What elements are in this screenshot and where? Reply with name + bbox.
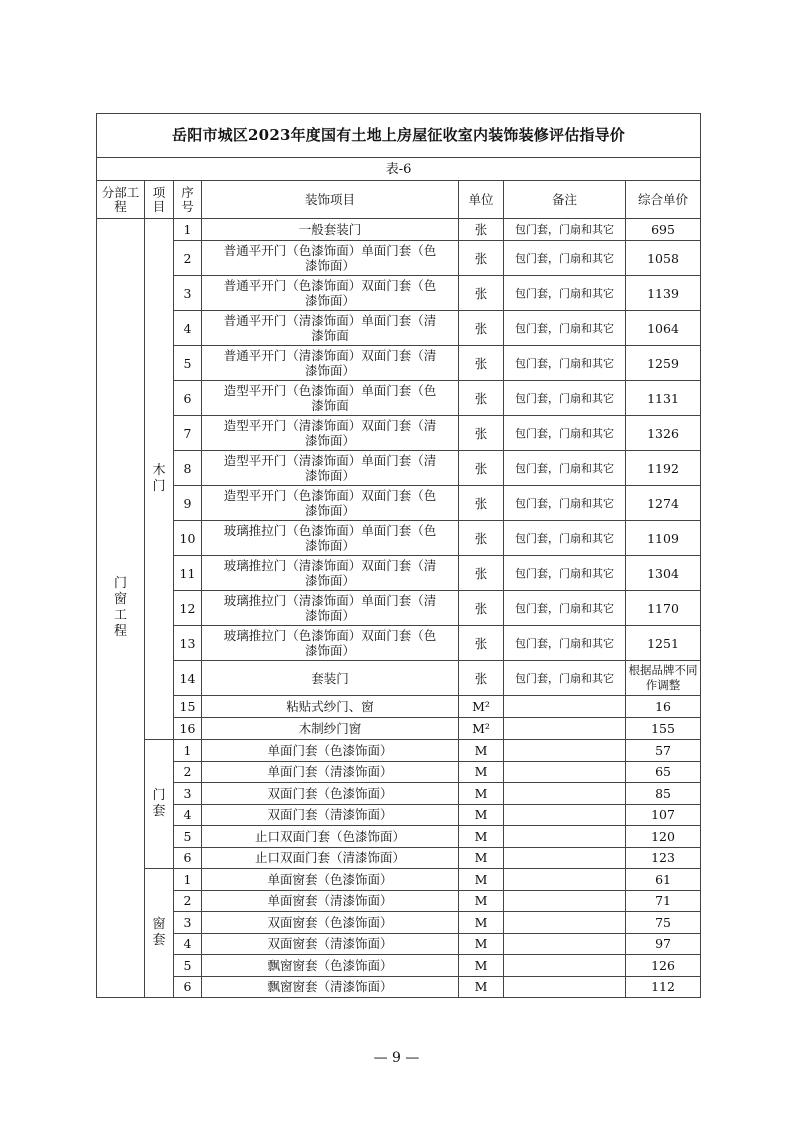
row-note: 包门套，门扇和其它: [504, 661, 626, 696]
row-item: 飘窗窗套（色漆饰面）: [202, 955, 459, 977]
table-row: [97, 276, 701, 311]
table-row: [97, 451, 701, 486]
row-item: 止口双面门套（清漆饰面）: [202, 847, 459, 869]
division-cell: [97, 219, 145, 998]
row-item: 造型平开门（色漆饰面）双面门套（色漆饰面）: [202, 486, 459, 521]
row-item: 玻璃推拉门（清漆饰面）双面门套（清漆饰面）: [202, 556, 459, 591]
row-item: 造型平开门（清漆饰面）双面门套（清漆饰面）: [202, 416, 459, 451]
row-unit: M: [459, 761, 504, 783]
row-price: 123: [626, 847, 701, 869]
table-label: 表-6: [97, 158, 701, 181]
row-price: 1251: [626, 626, 701, 661]
header-serial: 序号: [174, 181, 202, 219]
table-row: [97, 718, 701, 740]
price-table-body: [97, 114, 701, 998]
row-price: 1304: [626, 556, 701, 591]
row-item: 普通平开门（色漆饰面）双面门套（色漆饰面）: [202, 276, 459, 311]
row-note: [504, 912, 626, 934]
row-serial: 8: [174, 451, 202, 486]
row-unit: 张: [459, 626, 504, 661]
row-price: 1326: [626, 416, 701, 451]
row-note: [504, 826, 626, 848]
row-item: 普通平开门（清漆饰面）单面门套（清漆饰面: [202, 311, 459, 346]
group-cell: [145, 740, 174, 869]
row-note: 包门套，门扇和其它: [504, 381, 626, 416]
table-row: [97, 696, 701, 718]
row-serial: 13: [174, 626, 202, 661]
row-note: 包门套，门扇和其它: [504, 346, 626, 381]
header-row: [97, 181, 701, 219]
table-row: [97, 826, 701, 848]
row-unit: 张: [459, 521, 504, 556]
row-serial: 4: [174, 311, 202, 346]
row-price: 根据品牌不同作调整: [626, 661, 701, 696]
row-item: 普通平开门（色漆饰面）单面门套（色漆饰面）: [202, 241, 459, 276]
row-note: [504, 890, 626, 912]
table-row: [97, 416, 701, 451]
row-serial: 2: [174, 241, 202, 276]
price-table: [96, 113, 701, 998]
group-label: 门套: [152, 788, 166, 819]
table-row: [97, 311, 701, 346]
row-item: 双面门套（色漆饰面）: [202, 783, 459, 805]
row-item: 单面窗套（色漆饰面）: [202, 869, 459, 891]
row-unit: M: [459, 912, 504, 934]
row-price: 1139: [626, 276, 701, 311]
row-price: 75: [626, 912, 701, 934]
row-price: 155: [626, 718, 701, 740]
row-note: [504, 761, 626, 783]
table-row: [97, 381, 701, 416]
row-note: [504, 804, 626, 826]
row-item: 止口双面门套（色漆饰面）: [202, 826, 459, 848]
row-note: [504, 696, 626, 718]
row-unit: M: [459, 976, 504, 998]
row-item: 玻璃推拉门（清漆饰面）单面门套（清漆饰面）: [202, 591, 459, 626]
row-serial: 5: [174, 955, 202, 977]
row-item: 木制纱门窗: [202, 718, 459, 740]
table-row: [97, 591, 701, 626]
table-row: [97, 219, 701, 241]
group-label: 木门: [152, 463, 166, 494]
row-note: [504, 847, 626, 869]
row-note: 包门套，门扇和其它: [504, 219, 626, 241]
row-serial: 2: [174, 761, 202, 783]
row-note: [504, 869, 626, 891]
row-unit: M: [459, 847, 504, 869]
row-note: 包门套，门扇和其它: [504, 241, 626, 276]
row-price: 71: [626, 890, 701, 912]
table-row: [97, 912, 701, 934]
row-item: 单面门套（色漆饰面）: [202, 740, 459, 762]
row-unit: 张: [459, 276, 504, 311]
row-serial: 11: [174, 556, 202, 591]
table-row: [97, 761, 701, 783]
row-serial: 5: [174, 346, 202, 381]
row-item: 造型平开门（清漆饰面）单面门套（清漆饰面）: [202, 451, 459, 486]
row-item: 普通平开门（清漆饰面）双面门套（清漆饰面）: [202, 346, 459, 381]
table-row: [97, 661, 701, 696]
table-row: [97, 521, 701, 556]
row-unit: 张: [459, 591, 504, 626]
row-serial: 5: [174, 826, 202, 848]
row-item: 飘窗窗套（清漆饰面）: [202, 976, 459, 998]
row-item: 玻璃推拉门（色漆饰面）双面门套（色漆饰面）: [202, 626, 459, 661]
page-number: — 9 —: [373, 1050, 420, 1066]
row-unit: M: [459, 740, 504, 762]
row-unit: M: [459, 933, 504, 955]
row-serial: 3: [174, 276, 202, 311]
row-note: 包门套，门扇和其它: [504, 416, 626, 451]
row-serial: 1: [174, 869, 202, 891]
row-price: 97: [626, 933, 701, 955]
row-price: 1192: [626, 451, 701, 486]
row-note: 包门套，门扇和其它: [504, 521, 626, 556]
row-note: [504, 976, 626, 998]
row-price: 61: [626, 869, 701, 891]
row-serial: 14: [174, 661, 202, 696]
row-serial: 2: [174, 890, 202, 912]
row-serial: 7: [174, 416, 202, 451]
row-unit: 张: [459, 219, 504, 241]
row-price: 1274: [626, 486, 701, 521]
row-serial: 9: [174, 486, 202, 521]
group-cell: [145, 219, 174, 740]
table-row: [97, 556, 701, 591]
row-note: 包门套，门扇和其它: [504, 276, 626, 311]
row-price: 85: [626, 783, 701, 805]
row-price: 1058: [626, 241, 701, 276]
row-note: [504, 933, 626, 955]
table-row: [97, 890, 701, 912]
row-note: 包门套，门扇和其它: [504, 486, 626, 521]
table-row: [97, 740, 701, 762]
row-serial: 4: [174, 804, 202, 826]
row-unit: M²: [459, 718, 504, 740]
row-note: 包门套，门扇和其它: [504, 556, 626, 591]
row-unit: 张: [459, 451, 504, 486]
row-unit: 张: [459, 556, 504, 591]
row-price: 16: [626, 696, 701, 718]
row-note: 包门套，门扇和其它: [504, 626, 626, 661]
row-unit: 张: [459, 416, 504, 451]
row-unit: 张: [459, 311, 504, 346]
document-title: 岳阳市城区2023年度国有土地上房屋征收室内装饰装修评估指导价: [97, 114, 701, 158]
row-note: [504, 783, 626, 805]
row-price: 120: [626, 826, 701, 848]
table-row: [97, 955, 701, 977]
row-unit: 张: [459, 346, 504, 381]
header-category: 项目: [145, 181, 174, 219]
row-serial: 6: [174, 847, 202, 869]
table-row: [97, 241, 701, 276]
row-item: 单面门套（清漆饰面）: [202, 761, 459, 783]
row-unit: M: [459, 783, 504, 805]
row-item: 单面窗套（清漆饰面）: [202, 890, 459, 912]
row-unit: 张: [459, 661, 504, 696]
row-unit: M: [459, 869, 504, 891]
row-serial: 10: [174, 521, 202, 556]
row-price: 126: [626, 955, 701, 977]
row-item: 双面窗套（清漆饰面）: [202, 933, 459, 955]
row-serial: 12: [174, 591, 202, 626]
row-item: 套装门: [202, 661, 459, 696]
table-row: [97, 869, 701, 891]
header-price: 综合单价: [626, 181, 701, 219]
row-price: 107: [626, 804, 701, 826]
table-row: [97, 486, 701, 521]
row-item: 玻璃推拉门（色漆饰面）单面门套（色漆饰面）: [202, 521, 459, 556]
table-row: [97, 783, 701, 805]
row-unit: M: [459, 955, 504, 977]
row-serial: 6: [174, 381, 202, 416]
row-price: 1170: [626, 591, 701, 626]
row-note: [504, 718, 626, 740]
row-unit: 张: [459, 381, 504, 416]
row-item: 造型平开门（色漆饰面）单面门套（色漆饰面: [202, 381, 459, 416]
row-price: 57: [626, 740, 701, 762]
row-serial: 3: [174, 783, 202, 805]
row-price: 1109: [626, 521, 701, 556]
table-row: [97, 933, 701, 955]
table-row: [97, 847, 701, 869]
table-row: [97, 976, 701, 998]
row-serial: 1: [174, 740, 202, 762]
row-note: 包门套，门扇和其它: [504, 451, 626, 486]
row-serial: 6: [174, 976, 202, 998]
row-serial: 4: [174, 933, 202, 955]
row-unit: M: [459, 826, 504, 848]
row-note: [504, 955, 626, 977]
row-serial: 15: [174, 696, 202, 718]
row-item: 一般套装门: [202, 219, 459, 241]
table-row: [97, 626, 701, 661]
row-item: 粘贴式纱门、窗: [202, 696, 459, 718]
row-unit: M: [459, 890, 504, 912]
row-note: [504, 740, 626, 762]
row-price: 1064: [626, 311, 701, 346]
row-unit: 张: [459, 486, 504, 521]
row-price: 1259: [626, 346, 701, 381]
header-note: 备注: [504, 181, 626, 219]
table-row: [97, 346, 701, 381]
table-row: [97, 804, 701, 826]
row-serial: 3: [174, 912, 202, 934]
group-label: 窗套: [152, 917, 166, 948]
header-unit: 单位: [459, 181, 504, 219]
division-label: 门窗工程: [113, 576, 127, 639]
row-item: 双面门套（清漆饰面）: [202, 804, 459, 826]
row-serial: 16: [174, 718, 202, 740]
row-note: 包门套，门扇和其它: [504, 311, 626, 346]
row-price: 695: [626, 219, 701, 241]
row-price: 112: [626, 976, 701, 998]
row-unit: 张: [459, 241, 504, 276]
group-cell: [145, 869, 174, 998]
header-division: 分部工程: [97, 181, 145, 219]
row-item: 双面窗套（色漆饰面）: [202, 912, 459, 934]
row-price: 1131: [626, 381, 701, 416]
row-note: 包门套，门扇和其它: [504, 591, 626, 626]
row-unit: M: [459, 804, 504, 826]
row-price: 65: [626, 761, 701, 783]
header-item: 装饰项目: [202, 181, 459, 219]
row-serial: 1: [174, 219, 202, 241]
row-unit: M²: [459, 696, 504, 718]
